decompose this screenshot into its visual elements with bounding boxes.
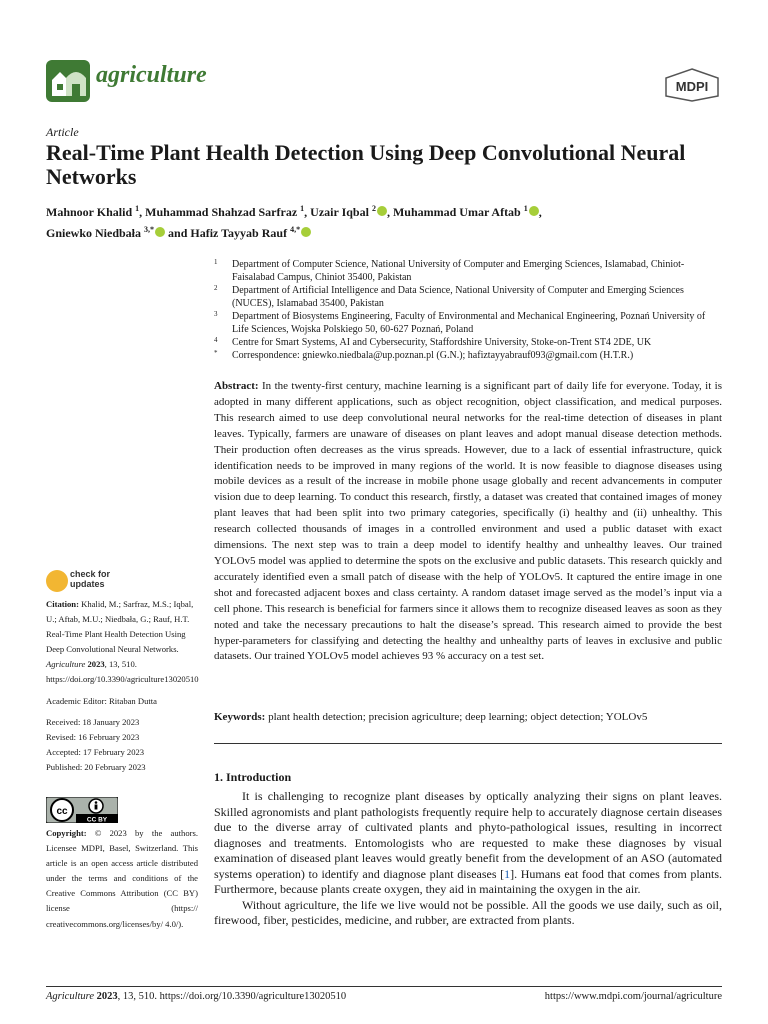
abstract-label: Abstract: xyxy=(214,380,259,392)
keywords xyxy=(214,710,722,725)
affiliation-mark: 3 xyxy=(214,310,218,318)
orcid-icon[interactable] xyxy=(301,227,311,237)
abstract xyxy=(214,379,722,665)
check-updates-icon xyxy=(46,570,68,592)
introduction-body xyxy=(214,789,722,929)
author-name: Hafiz Tayyab Rauf xyxy=(190,226,291,240)
author-name: Mahnoor Khalid xyxy=(46,205,136,219)
affiliation-mark: 4 xyxy=(214,336,218,344)
affiliation-mark: * xyxy=(214,349,218,357)
footer-divider xyxy=(46,986,722,987)
mdpi-logo xyxy=(664,68,720,102)
check-for-updates-button[interactable]: check for updates xyxy=(46,568,166,592)
affiliations xyxy=(214,258,724,362)
author-affiliation-mark: 3,* xyxy=(144,225,155,234)
footer-citation: Agriculture 2023, 13, 510. https://doi.org/10.3390/agriculture13020510 xyxy=(46,991,347,1002)
author-affiliation-mark: 4,* xyxy=(290,225,301,234)
academic-editor: Academic Editor: Ritaban Dutta xyxy=(46,695,157,706)
author-list: Mahnoor Khalid $^1$, Muhammad Shahzad Sarfraz $^1$, Uzair Iqbal $^2$ , Muhammad Umar Aftab $^1$ , Gniewko Niedbała $^{3,*}$ and Hafiz Tayyab Rauf $^{4,*}$ xyxy=(46,204,542,240)
abstract-text: In the twenty-first century, machine learning is a significant part of daily life for everyone. Today, it is adopted in many different applications, such as object recognition, object classification, and medical purposes. This research aimed to use deep convolutional neural networks for the real-time detection of diseases in plant leaves. Typically, farmers are unaware of diseases on plant leaves and adopt manual disease detection methods. Their production often decreases as the virus spreads. However, due to a lack of essential infrastructure, quick identification needs to be improved in many regions of the world. It is now feasible to diagnose diseases using mobile devices as a result of the increase in mobile phone usage globally and recent advancements in computer vision due to deep learning. To conduct this research, firstly, a dataset was created that contained images of money plant leaves that had been split into two primary categories, specifically (i) healthy and (ii) unhealthy. This research collected thousands of images in a controlled environment and used a public dataset with exact dimensions. The next step was to train a deep model to identify healthy and unhealthy leaves. Our trained YOLOv5 model was applied to determine the spots on the exclusive and public datasets. This research quickly and accurately identified even a small patch of disease with the help of YOLOv5. It captured the entire image in one shot and forecasted adjacent boxes and class certainty. A random dataset image served as the model’s input via a cell phone. This research is beneficial for farmers since it allows them to recognize diseased leaves as soon as they noted and take the necessary precautions to halt the disease’s spread. This research aimed to provide the best hyper-parameters for classifying and detecting the healthy and unhealthy parts of leaves in exclusive and public datasets. Our trained YOLOv5 model achieves 93 % accuracy on a test set. xyxy=(214,380,723,663)
copyright-notice: Copyright: © 2023 by the authors. Licensee MDPI, Basel, Switzerland. This article is an open access article distributed under the terms and conditions of the Creative Commons Attribution (CC BY) license (https:// creativecommons.org/licenses/by/ 4.0/). xyxy=(46,828,198,929)
affiliation-item xyxy=(214,310,724,336)
revised-date: Revised: 16 February 2023 xyxy=(46,731,140,742)
section-divider xyxy=(214,743,722,744)
author-affiliation-mark: 1 xyxy=(300,204,305,213)
affiliation-text: Department of Biosystems Engineering, Faculty of Environmental and Mechanical Engineering, Poznań University of Life Sciences, Wojska Polskiego 50, 60-627 Poznań, Poland xyxy=(232,311,706,335)
citation-link[interactable]: 1 xyxy=(504,866,511,881)
journal-name: agriculture xyxy=(96,62,207,88)
author-name: Muhammad Umar Aftab xyxy=(392,205,524,219)
svg-text:cc: cc xyxy=(56,806,68,817)
affiliation-item xyxy=(214,258,724,284)
keywords-label: Keywords: xyxy=(214,711,266,723)
keywords-text: plant health detection; precision agriculture; deep learning; object detection; YOLOv5 xyxy=(268,711,648,723)
orcid-icon[interactable] xyxy=(155,227,165,237)
affiliation-text: Department of Artificial Intelligence and Data Science, National University of Computer and Emerging Sciences (NUCES), Islamabad 35400, Pakistan xyxy=(232,285,684,309)
author-name: Gniewko Niedbała xyxy=(46,226,145,240)
affiliation-mark: 2 xyxy=(214,284,218,292)
author-affiliation-mark: 2 xyxy=(371,204,376,213)
cc-badge-label: CC BY xyxy=(86,816,108,823)
section-heading: 1. Introduction xyxy=(214,770,292,784)
orcid-icon[interactable] xyxy=(529,206,539,216)
author-name: Uzair Iqbal xyxy=(310,205,372,219)
paragraph: It is challenging to recognize plant diseases by optically analyzing their signs on plant leaves. Skilled agronomists and plant pathologists frequently require help to accurately diagnose certain diseases due to the diverse array of cultivated plants and phyto-pathological issues, resulting in incorrect diagnoses and treatments. Entomologists who are requested to make these diagnoses by visual examination of diseased plant leaves would greatly benefit from the development of an ASO (automated systems operation) to identify and diagnose plant diseases [1]. Humans eat food that comes from plants. Furthermore, because plants create oxygen, they aid in maintaining the oxygen in the air. xyxy=(214,789,722,896)
paragraph: Without agriculture, the life we live would not be possible. All the goods we use daily, such as oil, firewood, fiber, pesticides, medicine, and rubber, are extracted from plants. xyxy=(214,897,722,927)
affiliation-item xyxy=(214,336,724,349)
affiliation-item xyxy=(214,284,724,310)
affiliation-text: Centre for Smart Systems, AI and Cybersecurity, Staffordshire University, Stoke-on-Trent ST4 2DE, UK xyxy=(232,337,652,348)
barn-logo-icon xyxy=(46,60,90,102)
affiliation-text: Department of Computer Science, National University of Computer and Emerging Sciences, Islamabad, Chiniot-Faisalabad Campus, Chiniot 35400, Pakistan xyxy=(232,259,685,283)
published-date: Published: 20 February 2023 xyxy=(46,761,146,772)
cc-by-license-icon[interactable] xyxy=(46,797,118,823)
author-affiliation-mark: 1 xyxy=(135,204,140,213)
accepted-date: Accepted: 17 February 2023 xyxy=(46,746,145,757)
orcid-icon[interactable] xyxy=(377,206,387,216)
article-title: Real-Time Plant Health Detection Using Deep Convolutional Neural Networks xyxy=(46,140,686,189)
footer-journal-url[interactable]: https://www.mdpi.com/journal/agriculture xyxy=(544,991,722,1002)
article-info-sidebar xyxy=(46,597,198,775)
affiliation-text: Correspondence: gniewko.niedbala@up.poznan.pl (G.N.); hafiztayyabrauf093@gmail.com (H.T.R.) xyxy=(232,350,634,361)
author-name: Muhammad Shahzad Sarfraz xyxy=(145,205,301,219)
citation: Citation: Khalid, M.; Sarfraz, M.S.; Iqbal, U.; Aftab, M.U.; Niedbała, G.; Rauf, H.T. Real-Time Plant Health Detection Using Deep Convolutional Neural Networks. Agriculture 2023, 13, 510. https://doi.org/10.3390/agriculture13020510 xyxy=(46,599,199,685)
affiliation-mark: 1 xyxy=(214,258,218,266)
author-affiliation-mark: 1 xyxy=(523,204,528,213)
mdpi-logo-text: MDPI xyxy=(675,79,709,94)
received-date: Received: 18 January 2023 xyxy=(46,716,140,727)
article-type: Article xyxy=(46,125,79,139)
affiliation-item xyxy=(214,349,724,362)
